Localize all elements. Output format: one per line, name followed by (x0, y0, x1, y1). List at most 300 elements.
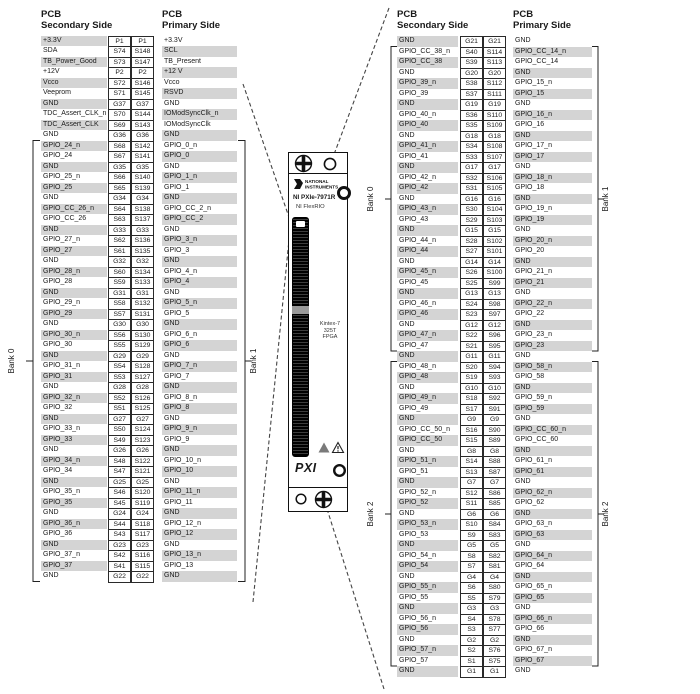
signal-name-secondary: GPIO_53_n (397, 519, 458, 530)
signal-name-secondary: GPIO_48 (397, 372, 458, 383)
pin-number-primary: S83 (483, 530, 506, 542)
header-line: PCB (41, 9, 62, 20)
pin-number-secondary: G23 (108, 540, 131, 552)
pin-number-primary: S147 (131, 57, 154, 69)
signal-name-primary: GPIO_3 (164, 246, 190, 254)
signal-name-secondary: GPIO_36 (43, 530, 73, 537)
signal-name-secondary: GPIO_30 (43, 341, 73, 348)
pin-number-primary: S103 (483, 215, 506, 227)
signal-name-secondary: GPIO_30_n (41, 330, 107, 341)
pin-number-primary: G10 (483, 383, 506, 395)
signal-name-primary: +12 V (162, 67, 237, 78)
pin-number-primary: S144 (131, 109, 154, 121)
pin-number-primary: G16 (483, 194, 506, 206)
pin-number-secondary: S1 (460, 656, 483, 668)
pin-number-secondary: S5 (460, 593, 483, 605)
pin-number-secondary: S12 (460, 488, 483, 500)
header-line: Secondary Side (397, 20, 469, 31)
signal-name-secondary: GND (397, 477, 458, 488)
signal-name-primary: GND (513, 572, 592, 583)
pin-number-secondary: G24 (108, 508, 131, 520)
pin-number-secondary: G21 (460, 36, 483, 48)
signal-name-primary: GND (164, 99, 180, 107)
signal-name-secondary: GPIO_CC_50_n (399, 425, 450, 433)
pin-number-primary: G12 (483, 320, 506, 332)
pin-number-primary: G23 (131, 540, 154, 552)
pin-number-primary: G18 (483, 131, 506, 143)
signal-name-primary: GPIO_59_n (515, 394, 552, 401)
pin-number-primary: S106 (483, 173, 506, 185)
pin-number-primary: S77 (483, 624, 506, 636)
signal-name-primary: GND (515, 478, 531, 485)
pin-number-primary: S122 (131, 456, 154, 468)
pin-number-secondary: G2 (460, 635, 483, 647)
signal-name-secondary: GND (397, 414, 458, 425)
pin-number-secondary: S59 (108, 277, 131, 289)
pin-number-secondary: S53 (108, 372, 131, 384)
screw-icon (294, 154, 313, 173)
pin-number-primary: S101 (483, 246, 506, 258)
pin-number-primary: G26 (131, 445, 154, 457)
pin-number-secondary: S47 (108, 466, 131, 478)
pin-number-primary: S130 (131, 330, 154, 342)
ni-eagle-icon (294, 179, 303, 189)
signal-name-primary: GPIO_18_n (513, 173, 592, 184)
signal-name-primary: GPIO_17 (513, 152, 592, 163)
pin-number-secondary: S7 (460, 561, 483, 573)
mounting-hole-icon (295, 493, 307, 505)
signal-name-secondary: GND (43, 320, 59, 327)
pin-number-primary: S110 (483, 110, 506, 122)
signal-name-primary: GPIO_62_n (513, 488, 592, 499)
pin-number-primary: S92 (483, 393, 506, 405)
signal-name-secondary: GND (43, 572, 59, 579)
pin-number-primary: S139 (131, 183, 154, 195)
header-line: PCB (162, 9, 183, 20)
pin-number-secondary: S16 (460, 425, 483, 437)
pin-number-primary: S81 (483, 561, 506, 573)
pin-number-secondary: G37 (108, 99, 131, 111)
module-model-text: NI PXIe-7971R (293, 194, 336, 201)
signal-name-primary: SCL (162, 46, 237, 57)
module-product-text: NI FlexRIO (296, 204, 325, 210)
pin-number-secondary: S73 (108, 57, 131, 69)
brand-line1: NATIONAL (305, 179, 329, 184)
signal-name-primary: GND (164, 225, 180, 233)
pin-number-secondary: S70 (108, 109, 131, 121)
signal-name-primary: Vcco (164, 78, 180, 86)
signal-name-primary: GND (513, 68, 592, 79)
right-bank1-label: Bank 1 (601, 186, 610, 212)
signal-name-secondary: GND (43, 131, 59, 138)
signal-name-primary: GPIO_64 (515, 562, 545, 569)
pin-number-secondary: G31 (108, 288, 131, 300)
signal-name-primary: GPIO_58_n (513, 362, 592, 373)
pin-number-secondary: S60 (108, 267, 131, 279)
pin-number-primary: G6 (483, 509, 506, 521)
pin-number-primary: S138 (131, 204, 154, 216)
signal-name-secondary: GPIO_53 (399, 530, 429, 538)
signal-name-secondary: GPIO_40 (397, 120, 458, 131)
signal-name-secondary: SDA (43, 47, 58, 54)
signal-name-primary: GND (515, 415, 531, 422)
bank0-bracket-left-table (26, 141, 40, 582)
right-bank0-label: Bank 0 (366, 186, 375, 212)
pin-number-primary: P2 (131, 67, 154, 79)
signal-name-primary: GPIO_0 (162, 151, 237, 162)
pin-number-primary: S126 (131, 393, 154, 405)
pin-number-secondary: S74 (108, 46, 131, 58)
pin-number-secondary: S34 (460, 141, 483, 153)
signal-name-primary: GPIO_5 (164, 309, 190, 317)
signal-name-secondary: GND (399, 572, 415, 580)
signal-name-primary: GND (164, 540, 180, 548)
signal-name-secondary: GPIO_34_n (41, 456, 107, 467)
signal-name-primary: GPIO_3_n (162, 235, 237, 246)
signal-name-primary: GPIO_16_n (513, 110, 592, 121)
signal-name-secondary: GPIO_33 (41, 435, 107, 446)
signal-name-secondary: GPIO_25_n (43, 173, 80, 180)
pin-number-primary: S85 (483, 498, 506, 510)
pin-number-primary: S79 (483, 593, 506, 605)
pin-number-primary: G35 (131, 162, 154, 174)
signal-name-primary: GPIO_7_n (162, 361, 237, 372)
signal-name-secondary: GPIO_55 (399, 593, 429, 601)
pin-number-secondary: S43 (108, 529, 131, 541)
pin-number-secondary: S62 (108, 235, 131, 247)
right-bank2-right-label: Bank 2 (601, 501, 610, 527)
pin-number-primary: G13 (483, 288, 506, 300)
pin-number-primary: S115 (131, 561, 154, 573)
pin-number-secondary: S24 (460, 299, 483, 311)
signal-name-primary: GND (162, 256, 237, 267)
pin-number-primary: S111 (483, 89, 506, 101)
signal-name-secondary: GPIO_42 (397, 183, 458, 194)
signal-name-primary: GND (162, 319, 237, 330)
fpga-label (313, 321, 347, 341)
signal-name-primary: GPIO_65 (513, 593, 592, 604)
left-table-secondary-names (41, 36, 107, 582)
signal-name-secondary: GPIO_46_n (399, 299, 436, 307)
pin-number-secondary: S45 (108, 498, 131, 510)
pin-number-primary: S113 (483, 57, 506, 69)
pin-number-primary: G27 (131, 414, 154, 426)
signal-name-primary: GPIO_20_n (513, 236, 592, 247)
signal-name-primary: GPIO_16 (515, 121, 545, 128)
left-bank0-label: Bank 0 (7, 348, 16, 374)
pin-number-secondary: S6 (460, 582, 483, 594)
signal-name-primary: +3.3V (164, 36, 183, 44)
signal-name-secondary: GPIO_32_n (41, 393, 107, 404)
latch-ring-icon (336, 185, 352, 201)
callout-line-lower-left (253, 230, 290, 602)
signal-name-secondary: GPIO_37_n (43, 551, 80, 558)
signal-name-primary: GPIO_6 (162, 340, 237, 351)
pin-number-primary: S109 (483, 120, 506, 132)
signal-name-secondary: GPIO_52_n (399, 488, 436, 496)
pin-number-primary: S132 (131, 298, 154, 310)
pin-number-secondary: P2 (108, 67, 131, 79)
signal-name-primary: GND (164, 288, 180, 296)
signal-name-primary: GND (515, 289, 531, 296)
signal-name-secondary: GND (43, 194, 59, 201)
signal-name-primary: GPIO_21 (513, 278, 592, 289)
pin-number-secondary: S64 (108, 204, 131, 216)
pin-number-primary: S143 (131, 120, 154, 132)
right-table-primary-pins (483, 36, 506, 677)
pin-number-primary: S87 (483, 467, 506, 479)
signal-name-primary: GPIO_CC_14 (515, 58, 559, 65)
signal-name-secondary: GPIO_56_n (399, 614, 436, 622)
right-table-primary-names (513, 36, 592, 677)
signal-name-secondary: GPIO_39 (399, 89, 429, 97)
signal-name-secondary: GPIO_57_n (397, 645, 458, 656)
signal-name-secondary: GND (397, 666, 458, 677)
signal-name-secondary: GPIO_44_n (399, 236, 436, 244)
header-line: Secondary Side (41, 20, 113, 31)
pin-number-primary: P1 (131, 36, 154, 48)
signal-name-primary: GND (513, 320, 592, 331)
signal-name-primary: GPIO_19_n (515, 205, 552, 212)
signal-name-primary: GPIO_22_n (513, 299, 592, 310)
pin-number-secondary: G25 (108, 477, 131, 489)
signal-name-primary: GPIO_63 (513, 530, 592, 541)
pin-number-secondary: G15 (460, 225, 483, 237)
pin-number-secondary: S33 (460, 152, 483, 164)
signal-name-secondary: GND (399, 635, 415, 643)
pxi-logo: PXI (295, 461, 317, 475)
pin-number-secondary: G1 (460, 666, 483, 678)
pin-number-primary: S125 (131, 403, 154, 415)
signal-name-primary: GND (164, 162, 180, 170)
signal-name-primary: GPIO_61_n (515, 457, 552, 464)
pin-number-secondary: G7 (460, 477, 483, 489)
connector-notch (296, 221, 305, 227)
signal-name-secondary: GND (41, 414, 107, 425)
pin-number-secondary: S19 (460, 372, 483, 384)
pin-number-secondary: S61 (108, 246, 131, 258)
pin-number-primary: S108 (483, 141, 506, 153)
signal-name-primary: GPIO_12 (162, 529, 237, 540)
signal-name-secondary: GND (397, 162, 458, 173)
pin-number-secondary: G30 (108, 319, 131, 331)
pin-number-secondary: S71 (108, 88, 131, 100)
right-primary-header (513, 9, 571, 31)
pin-number-primary: S135 (131, 246, 154, 258)
pin-number-primary: G1 (483, 666, 506, 678)
pin-number-secondary: S49 (108, 435, 131, 447)
signal-name-primary: GPIO_12_n (164, 519, 201, 527)
pin-number-secondary: S66 (108, 172, 131, 184)
pin-number-secondary: S32 (460, 173, 483, 185)
pin-number-primary: G19 (483, 99, 506, 111)
pin-number-primary: S136 (131, 235, 154, 247)
signal-name-secondary: GPIO_36_n (41, 519, 107, 530)
pin-number-primary: S80 (483, 582, 506, 594)
screw-icon (314, 490, 333, 509)
fpga-line: 325T (323, 327, 337, 334)
signal-name-primary: GPIO_66 (515, 625, 545, 632)
pin-number-primary: S145 (131, 88, 154, 100)
pin-number-secondary: S27 (460, 246, 483, 258)
national-instruments-logo (293, 177, 341, 191)
signal-name-primary: GPIO_11_n (162, 487, 237, 498)
signal-name-primary: GND (162, 445, 237, 456)
pin-number-secondary: S42 (108, 550, 131, 562)
pin-number-primary: S131 (131, 309, 154, 321)
signal-name-secondary: GND (41, 540, 107, 551)
signal-name-secondary: GND (397, 351, 458, 362)
pin-number-primary: S75 (483, 656, 506, 668)
signal-name-primary: GND (513, 131, 592, 142)
pin-number-secondary: S31 (460, 183, 483, 195)
signal-name-secondary: GND (399, 383, 415, 391)
pin-number-secondary: S13 (460, 467, 483, 479)
pin-number-primary: S112 (483, 78, 506, 90)
signal-name-secondary: Veeprom (43, 89, 72, 96)
signal-name-primary: GPIO_9_n (162, 424, 237, 435)
pin-number-primary: G20 (483, 68, 506, 80)
signal-name-primary: GPIO_65_n (515, 583, 552, 590)
signal-name-primary: GPIO_1_n (162, 172, 237, 183)
signal-name-primary: GND (164, 414, 180, 422)
signal-name-secondary: GPIO_47 (399, 341, 429, 349)
signal-name-secondary: GND (41, 351, 107, 362)
signal-name-secondary: +12V (43, 68, 60, 75)
pin-number-secondary: S18 (460, 393, 483, 405)
signal-name-secondary: GND (43, 257, 59, 264)
signal-name-secondary: GND (43, 509, 59, 516)
signal-name-primary: GND (513, 383, 592, 394)
pin-number-primary: S140 (131, 172, 154, 184)
pin-number-primary: S128 (131, 361, 154, 373)
signal-name-secondary: GND (397, 99, 458, 110)
signal-name-primary: GPIO_64_n (513, 551, 592, 562)
signal-name-secondary: GPIO_51_n (397, 456, 458, 467)
pin-number-secondary: S67 (108, 151, 131, 163)
signal-name-secondary: GPIO_24_n (41, 141, 107, 152)
pin-number-primary: G3 (483, 603, 506, 615)
signal-name-primary: GPIO_20 (515, 247, 545, 254)
pin-number-secondary: G18 (460, 131, 483, 143)
pin-number-secondary: S36 (460, 110, 483, 122)
signal-name-primary: GPIO_66_n (513, 614, 592, 625)
pin-number-primary: G36 (131, 130, 154, 142)
signal-name-secondary: GPIO_CC_26 (43, 215, 87, 222)
pin-number-primary: G15 (483, 225, 506, 237)
pin-number-secondary: G8 (460, 446, 483, 458)
signal-name-primary: GND (513, 509, 592, 520)
pin-number-primary: S96 (483, 330, 506, 342)
pin-number-primary: G37 (131, 99, 154, 111)
signal-name-secondary: GPIO_45_n (397, 267, 458, 278)
signal-name-secondary: GPIO_54 (397, 561, 458, 572)
signal-name-primary: GPIO_23 (513, 341, 592, 352)
pin-number-secondary: G32 (108, 256, 131, 268)
pin-number-primary: S142 (131, 141, 154, 153)
signal-name-secondary: GPIO_44 (397, 246, 458, 257)
signal-name-primary: GPIO_CC_2_n (164, 204, 212, 212)
pin-number-secondary: S63 (108, 214, 131, 226)
pin-number-secondary: S21 (460, 341, 483, 353)
signal-name-secondary: Vcco (41, 78, 107, 89)
mounting-hole-icon (323, 157, 337, 171)
signal-name-primary: GPIO_67 (513, 656, 592, 667)
signal-name-secondary: GPIO_32 (43, 404, 73, 411)
pin-number-primary: S117 (131, 529, 154, 541)
pin-number-secondary: G33 (108, 225, 131, 237)
pin-number-primary: S91 (483, 404, 506, 416)
header-line: Primary Side (162, 20, 221, 31)
signal-name-primary: GND (515, 667, 531, 674)
pin-number-primary: S133 (131, 277, 154, 289)
bank0-bracket-right-table (385, 47, 397, 352)
pin-number-secondary: G34 (108, 193, 131, 205)
fpga-line: Kintex-7 (319, 321, 341, 327)
pin-number-secondary: S3 (460, 624, 483, 636)
pin-number-secondary: G20 (460, 68, 483, 80)
pin-number-primary: G9 (483, 414, 506, 426)
callout-line-upper-left (243, 84, 290, 220)
signal-name-secondary: GPIO_33_n (43, 425, 80, 432)
signal-name-primary: GPIO_22 (515, 310, 545, 317)
left-table-secondary-pins (108, 36, 131, 582)
pin-number-primary: G25 (131, 477, 154, 489)
signal-name-secondary: GND (397, 225, 458, 236)
pin-number-secondary: S20 (460, 362, 483, 374)
pin-number-primary: S88 (483, 456, 506, 468)
signal-name-secondary: GPIO_29 (41, 309, 107, 320)
pin-number-secondary: G19 (460, 99, 483, 111)
signal-name-secondary: GPIO_46 (397, 309, 458, 320)
signal-name-primary: GND (162, 130, 237, 141)
signal-name-primary: GPIO_CC_60 (515, 436, 559, 443)
signal-name-secondary: GPIO_CC_38 (397, 57, 458, 68)
pin-number-secondary: G26 (108, 445, 131, 457)
pin-number-primary: G11 (483, 351, 506, 363)
signal-name-primary: GND (162, 382, 237, 393)
signal-name-primary: GPIO_7 (164, 372, 190, 380)
pin-number-secondary: S69 (108, 120, 131, 132)
pin-number-primary: S90 (483, 425, 506, 437)
pin-number-secondary: S38 (460, 78, 483, 90)
pin-number-primary: S82 (483, 551, 506, 563)
left-bank1-label: Bank 1 (249, 348, 258, 374)
fpga-line: FPGA (322, 334, 338, 340)
signal-name-primary: GPIO_8 (162, 403, 237, 414)
pin-number-secondary: G27 (108, 414, 131, 426)
signal-name-primary: IOModSyncClk (164, 120, 211, 128)
pin-number-secondary: S68 (108, 141, 131, 153)
signal-name-secondary: GND (399, 509, 415, 517)
signal-name-secondary: GND (41, 99, 107, 110)
signal-name-primary: GPIO_67_n (515, 646, 552, 653)
bank2-left-bracket-right-table (385, 362, 397, 667)
warning-symbols (318, 441, 346, 454)
pin-number-secondary: S4 (460, 614, 483, 626)
pin-number-secondary: S56 (108, 330, 131, 342)
pin-number-primary: G14 (483, 257, 506, 269)
pin-number-primary: G28 (131, 382, 154, 394)
header-line: PCB (513, 9, 534, 20)
pin-number-secondary: P1 (108, 36, 131, 48)
signal-name-primary: GND (162, 508, 237, 519)
signal-name-secondary: GPIO_52 (397, 498, 458, 509)
pin-number-primary: S95 (483, 341, 506, 353)
signal-name-primary: GND (164, 351, 180, 359)
pin-number-secondary: G9 (460, 414, 483, 426)
pin-number-primary: G22 (131, 571, 154, 583)
